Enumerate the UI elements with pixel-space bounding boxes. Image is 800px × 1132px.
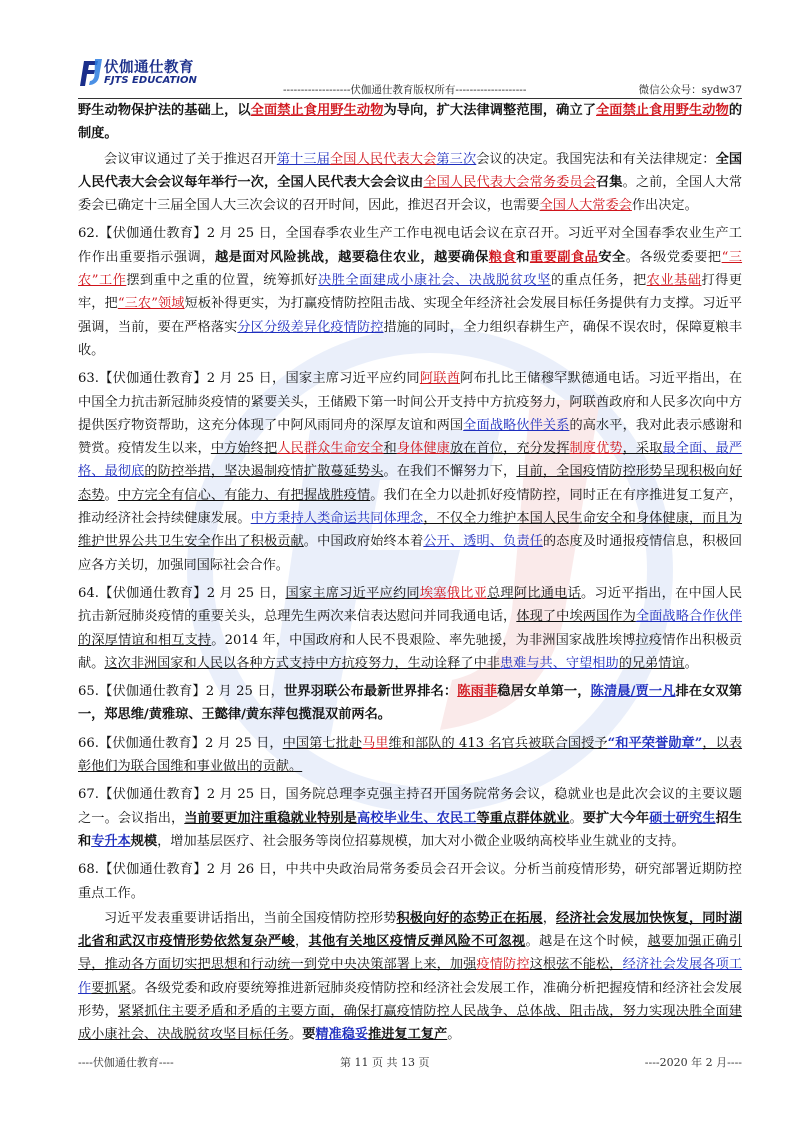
logo-mark-icon — [78, 57, 104, 89]
text-segment: 64.【伏伽通仕教育】2 月 25 日， — [78, 585, 286, 601]
text-segment: 。中国政府始终本着 — [303, 534, 424, 550]
highlighted-text: 这根弦不能松， — [529, 957, 623, 973]
text-segment: 稳居女单第一， — [497, 684, 591, 700]
text-segment: 62.【伏伽通仕教育】2 月 25 日，全国春季农业生产工作电视电话会议在京召开。习近平对全国春季农业生产工作作出重要指示强调， — [78, 226, 742, 265]
highlighted-text: 全面战略伙伴关系 — [463, 417, 570, 433]
highlighted-text: 全国人民代表大会常务委员会 — [423, 174, 596, 190]
highlighted-text: ，采取 — [622, 441, 663, 457]
news-item — [78, 222, 742, 362]
logo — [78, 55, 228, 93]
highlighted-text: 粮食 — [488, 249, 517, 265]
highlighted-text: 身体健康 — [396, 441, 450, 457]
highlighted-text: 积极向好的态势正在拓展 — [396, 910, 543, 926]
highlighted-text: 高校毕业生、农民工 — [356, 810, 477, 826]
page-footer — [78, 1054, 742, 1074]
logo-chinese-name: 伏伽通仕教育 — [104, 60, 194, 76]
text-segment: 的制度。 — [78, 103, 743, 142]
text-segment: 越是面对风险挑战，越要稳住农业，越要确保 — [214, 249, 489, 265]
highlighted-text: 疫情防控 — [476, 957, 530, 973]
footer-brand: ----伏伽通仕教育---- — [78, 1056, 174, 1069]
footer-page-number: 第 11 页 共 13 页 — [340, 1056, 430, 1069]
highlighted-text: ，不仅全力维护本国人民生命安全和身体健康，而且为维护世界公共卫生安全作出了积极贡献 — [78, 511, 743, 550]
highlighted-text: 中方完全有信心、有能力、有把握战胜疫情 — [117, 487, 371, 503]
news-item — [78, 582, 742, 675]
highlighted-text: 目前，全国疫情防控形势呈现积极向好态势 — [78, 464, 743, 503]
highlighted-text: 放在首位，充分发挥 — [449, 441, 570, 457]
highlighted-text: 人民群众生命安全 — [277, 441, 384, 457]
text-segment: 。 — [289, 1027, 303, 1043]
page-header — [78, 55, 742, 97]
text-segment: 安全 — [598, 249, 626, 265]
highlighted-text: 第十三届 — [276, 151, 331, 167]
highlighted-text: 公开、透明、负责任 — [423, 534, 543, 550]
highlighted-text: 推进复工复产 — [368, 1027, 448, 1043]
highlighted-text: “和平荣誉勋章” — [607, 735, 703, 751]
news-item — [78, 367, 742, 577]
highlighted-text: 重要副食品 — [529, 249, 599, 265]
text-segment: 阿布扎比王储穆罕默德通电话。习近平指出，在中国全力抗击新冠肺炎疫情的紧要关头，王储殿下第一时间公开支持中方抗疫努力，阿联酋政府和人民多次向中方提供医疗物资帮助，这充分体现了中阿风雨同舟的深厚友谊和两国 — [78, 371, 743, 433]
highlighted-text: 患难与共、守望相助 — [500, 655, 619, 671]
text-segment: 打得更牢，把 — [78, 273, 743, 312]
text-segment: 68.【伏伽通仕教育】2 月 26 日，中共中央政治局常务委员会召开会议。分析当前疫情形势，研究部署近期防控重点工作。 — [78, 862, 742, 901]
highlighted-text: 全面战略合作伙伴 — [635, 609, 743, 625]
text-segment: 。 — [447, 1027, 461, 1043]
highlighted-text: “三农”领域 — [117, 296, 185, 312]
text-segment: 65.【伏伽通仕教育】2 月 25 日， — [78, 684, 284, 700]
highlighted-text: 最全面、最严格、最彻底 — [78, 441, 743, 480]
highlighted-text: 制度优势 — [569, 441, 623, 457]
highlighted-text: 其他有关地区疫情反弹风险不可忽视 — [308, 934, 526, 950]
text-segment: 习近平发表重要讲话指出，当前全国疫情防控形势 — [104, 910, 397, 926]
text-segment: 。越是在这个时候， — [525, 934, 648, 950]
highlighted-text: 埃塞俄比亚 — [419, 585, 487, 601]
highlighted-text: 的兄弟情谊 — [618, 655, 685, 671]
highlighted-text: “三农”工作 — [78, 249, 743, 289]
text-segment: 措施的同时，全力组织春耕生产，确保不误农时，保障夏粮丰收。 — [78, 319, 743, 358]
intro-paragraph-1 — [78, 99, 742, 146]
text-segment: 63.【伏伽通仕教育】2 月 25 日，国家主席习近平应约同 — [78, 371, 420, 387]
text-segment: 。各级党委要把 — [625, 249, 722, 265]
highlighted-text: 紧紧抓住主要矛盾和矛盾的主要方面，确保打赢疫情防控人民战争、总体战、阻击战，努力实现决胜全面建成小康社会、决战脱贫攻坚目标任务 — [78, 1003, 743, 1043]
highlighted-text: 这次非洲国家和人民以各种方式支持中方抗疫努力，生动诠释了中非 — [104, 655, 500, 671]
intro-paragraph-2 — [78, 148, 742, 218]
item-68-detail-paragraph — [78, 907, 742, 1047]
footer-date: ----2020 年 2 月---- — [644, 1056, 742, 1069]
highlighted-text: 当前要更加注重稳就业特别是 — [184, 810, 357, 826]
highlighted-text: 中国第七批赴 — [282, 735, 363, 751]
highlighted-text: 中方始终把 — [210, 441, 278, 457]
news-item — [78, 858, 742, 905]
text-segment: 会议的决定。我国宪法和有关法律规定： — [476, 151, 716, 167]
highlighted-text: 第三次 — [436, 151, 477, 167]
text-segment: 野生动物保护法的基础上，以 — [78, 103, 251, 118]
header-wechat: 微信公众号：sydw37 — [638, 84, 742, 96]
highlighted-text: 全国人民代表大会 — [330, 151, 437, 167]
text-segment: 。 — [684, 655, 698, 671]
text-segment: 的高水平，我对此表示感谢和赞赏。疫情发生以来， — [78, 417, 743, 457]
highlighted-text: 农业基础 — [646, 273, 702, 289]
text-segment: ，增加基层医疗、社会服务等岗位招募规模，加大对小微企业吸纳高校毕业生就业的支持。 — [157, 833, 685, 849]
text-segment: 全国人民代表大会会议每年举行一次，全国人民代表大会会议由 — [78, 151, 743, 190]
news-item-list — [78, 222, 742, 904]
highlighted-text: 的防控举措，坚决遏制疫情扩散蔓延势头 — [144, 464, 384, 480]
highlighted-text: 陈清晨/贾一凡 — [590, 684, 676, 700]
news-item — [78, 732, 742, 779]
highlighted-text: 硕士研究生 — [649, 810, 716, 826]
highlighted-text: 经济社会发展各项工作 — [78, 957, 743, 996]
highlighted-text: 决胜全面建成小康社会、决战脱贫攻坚 — [318, 273, 551, 289]
highlighted-text: 经济社会发展加快恢复，同时湖北省和武汉市疫情形势依然复杂严峻 — [78, 910, 743, 950]
text-segment: 的重点任务，把 — [550, 273, 647, 289]
text-segment: ， — [294, 934, 309, 950]
text-segment: 要扩大今年 — [582, 810, 650, 826]
highlighted-text: 阿联酋 — [419, 371, 461, 387]
text-segment: 世界羽联公布最新世界排名： — [283, 684, 458, 700]
text-segment: 规模 — [130, 833, 158, 849]
highlighted-text: 体现了中埃两国作为 — [516, 609, 636, 625]
highlighted-text: 陈雨菲 — [457, 684, 498, 700]
text-segment: 67.【伏伽通仕教育】2 月 25 日，国务院总理李克强主持召开国务院常务会议，稳就业也是此次会议的主要议题之一。会议指出， — [78, 787, 742, 826]
logo-english-name: FJTS EDUCATION — [104, 75, 197, 86]
text-segment: 。2014 年，中国政府和人民不畏艰险、率先驰援，为非洲国家战胜埃博拉疫情作出积极贡献。 — [78, 632, 743, 671]
text-segment: 短板补得更实，为打赢疫情防控阻击战、实现全年经济社会发展目标任务提供有力支撑。习近平强调，当前，要在严格落实 — [78, 296, 743, 335]
text-segment: 。 — [569, 810, 583, 826]
text-segment: 要 — [302, 1027, 316, 1043]
highlighted-text: 全面禁止食用野生动物 — [250, 103, 384, 118]
header-copyright: -------------------伏伽通仕教育版权所有-------------------- — [283, 84, 527, 96]
highlighted-text: 国家主席习近平应约同 — [285, 585, 420, 601]
text-segment: 招生和 — [78, 810, 743, 849]
text-segment: 。习近平指出，在中国人民抗击新冠肺炎疫情的重要关头，总理先生两次来信表达慰问并同我通电话， — [78, 585, 743, 625]
highlighted-text: 全国人大常委会 — [539, 198, 632, 214]
highlighted-text: ，以表彰他们为联合国维和事业做出的贡献。 — [78, 735, 743, 775]
text-segment: 66.【伏伽通仕教育】2 月 25 日， — [78, 735, 283, 751]
highlighted-text: 越要加强正确引导，推动各方面切实把思想和行动统一到党中央决策部署上来，加强 — [78, 934, 743, 973]
text-segment: ， — [542, 910, 556, 926]
highlighted-text: 的深厚情谊和相互支持 — [78, 632, 212, 648]
highlighted-text: 中方秉持人类命运共同体理念 — [250, 511, 424, 527]
highlighted-text: 专升本 — [91, 833, 131, 849]
news-item — [78, 680, 742, 727]
text-segment: 排在女双第一，郑思维/黄雅琼、王懿律/黄东萍包揽混双前两名。 — [78, 684, 743, 723]
article-body — [78, 99, 742, 1049]
text-segment: 会议审议通过了关于推迟召开 — [104, 151, 277, 167]
text-segment: 。我们在全力以赴抓好疫情防控，同时正在有序推进复工复产，推动经济社会持续健康发展。 — [78, 487, 743, 527]
highlighted-text: 总理阿比通电话 — [487, 585, 582, 601]
text-segment: 和 — [516, 249, 530, 265]
text-segment: 。 — [104, 487, 118, 503]
highlighted-text: 精准稳妥 — [315, 1027, 369, 1043]
text-segment: 为导向，扩大法律调整范围，确立了 — [383, 103, 597, 118]
text-segment: 的态度及时通报疫情信息，积极回应各方关切，加强同国际社会合作。 — [78, 534, 743, 573]
highlighted-text: 维和部队的 413 名官兵被联合国授予 — [388, 735, 608, 751]
text-segment: 作出决定。 — [631, 198, 698, 214]
highlighted-text: 等重点群体就业 — [476, 810, 570, 826]
text-segment: 。各级党委和政府要统筹推进新冠肺炎疫情防控和经济社会发展工作，准确分析把握疫情和经济社会发展形势， — [78, 980, 743, 1019]
text-segment: 。在我们不懈努力下， — [383, 464, 517, 480]
highlighted-text: 要抓紧 — [91, 980, 132, 996]
highlighted-text: 和 — [383, 441, 397, 457]
text-segment: 摆到重中之重的位置，统筹抓好 — [126, 273, 319, 289]
highlighted-text: 分区分级差异化疫情防控 — [237, 319, 384, 335]
news-item — [78, 783, 742, 853]
text-segment: 。之前，全国人大常委会已确定十三届全国人大三次会议的召开时间，因此，推迟召开会议，也需要 — [78, 174, 743, 214]
text-segment: 召集 — [596, 174, 623, 190]
highlighted-text: 全面禁止食用野生动物 — [596, 103, 729, 118]
highlighted-text: 马里 — [362, 735, 389, 751]
